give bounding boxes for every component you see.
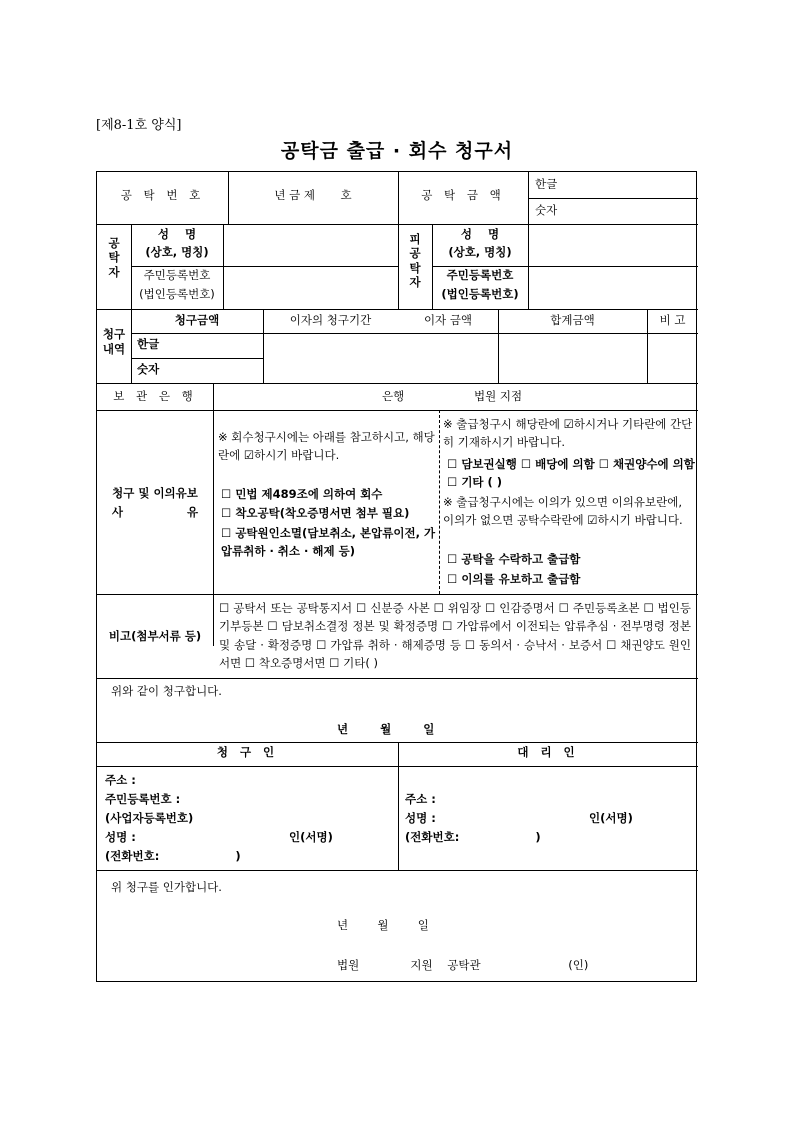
col-interest-amount: 이자 금액 [423,313,473,327]
agent-address[interactable]: 주소 : [405,792,436,806]
recovery-option-2[interactable]: ☐ 착오공탁(착오증명서면 첨부 필요) [221,506,410,520]
agent-name[interactable]: 성명 : [405,811,436,825]
attachments-label: 비고(첨부서류 등) [108,629,202,643]
col-interest-period: 이자의 청구기간 [289,313,372,327]
bank-word: 은행 [382,389,405,403]
recovery-option-1[interactable]: ☐ 민법 제489조에 의하여 회수 [221,487,383,501]
payout-reserve-option[interactable]: ☐ 이의를 유보하고 출급함 [447,572,581,586]
col-total-amount: 합계금액 [550,313,595,327]
payout-accept-option[interactable]: ☐ 공탁을 수락하고 출급함 [447,552,581,566]
form-number: [제8-1호 양식] [96,118,182,133]
col-note: 비 고 [659,313,686,327]
request-statement: 위와 같이 청구합니다. [111,684,222,698]
depositee-name-sub: (상호, 명칭) [448,245,512,259]
claim-number-label: 숫자 [137,362,160,376]
deposit-amount-label: 공 탁 금 액 [421,188,505,202]
agent-header: 대 리 인 [517,745,579,759]
payout-options-1[interactable]: ☐ 담보권실행 ☐ 배당에 의함 ☐ 채권양수에 의함 ☐ 기타 ( ) [447,457,695,489]
claimant-id[interactable]: 주민등록번호 : [105,792,181,806]
amount-number-label: 숫자 [535,203,558,217]
deposit-number-value[interactable]: 년 금 제 호 [274,188,352,202]
reasons-label-2: 사 유 [111,505,199,519]
approval-court-line: 법원 지원 공탁관 (인) [337,958,589,972]
claim-side-label: 청구 내역 [102,327,126,356]
approval-statement: 위 청구를 인가합니다. [111,880,222,894]
depositor-name-sub: (상호, 명칭) [145,245,209,259]
claimant-name[interactable]: 성명 : [105,830,136,844]
claimant-seal: 인(서명) [289,830,333,844]
request-date[interactable]: 년 월 일 [337,722,435,736]
reasons-label-1: 청구 및 이의유보 [112,486,198,500]
claim-form [96,171,697,982]
depositee-id-sub: (법인등록번호) [441,287,519,301]
claim-korean-label: 한글 [137,337,160,351]
depositor-id-sub: (법인등록번호) [139,287,215,301]
bank-label: 보 관 은 행 [113,389,197,403]
claimant-phone[interactable]: (전화번호: ) [105,849,241,863]
col-claim-amount: 청구금액 [174,313,220,327]
amount-korean-label: 한글 [535,177,558,191]
page-title: 공탁금 출급 · 회수 청구서 [280,140,514,162]
branch-word: 법원 지점 [474,389,523,403]
depositee-id-label: 주민등록번호 [446,268,514,282]
agent-seal: 인(서명) [589,811,633,825]
claimant-address[interactable]: 주소 : [105,773,136,787]
agent-phone[interactable]: (전화번호: ) [405,830,541,844]
attachments-list[interactable]: ☐ 공탁서 또는 공탁통지서 ☐ 신분증 사본 ☐ 위임장 ☐ 인감증명서 ☐ 주민등록초본 ☐ 법인등기부등본 ☐ 담보취소결정 정본 및 확정증명 ☐ 가압류에서 이전되는 압류추심 · 전부명령 정본 및 송달 · 확정증명 ☐ 가압류 취하 · 해제증명 등 ☐ 동의서 · 승낙서 · 보증서 ☐ 채권양도 원인서면 ☐ 착오증명서면 ☐ 기타( ) [219,601,691,671]
recovery-note: ※ 회수청구시에는 아래를 참고하시고, 해당란에 ☑하시기 바랍니다. [218,430,435,462]
depositee-name-label: 성 명 [460,227,500,241]
recovery-option-3[interactable]: ☐ 공탁원인소멸(담보취소, 본압류이전, 가압류취하 · 취소 · 해제 등) [221,526,436,558]
depositor-name-label: 성 명 [157,227,197,241]
depositee-side-label: 피 공 탁 자 [409,232,421,290]
claimant-header: 청 구 인 [216,745,279,759]
deposit-number-label: 공 탁 번 호 [120,188,205,202]
payout-note-1: ※ 출급청구시 해당란에 ☑하시거나 기타란에 간단히 기재하시기 바랍니다. [443,417,693,449]
depositor-side-label: 공 탁 자 [108,236,120,279]
payout-note-2: ※ 출급청구시에는 이의가 있으면 이의유보란에, 이의가 없으면 공탁수락란에 ☑하시기 바랍니다. [443,495,683,527]
claimant-biz-id: (사업자등록번호) [105,811,194,825]
approval-date: 년 월 일 [337,918,429,932]
depositor-id-label: 주민등록번호 [143,268,211,282]
